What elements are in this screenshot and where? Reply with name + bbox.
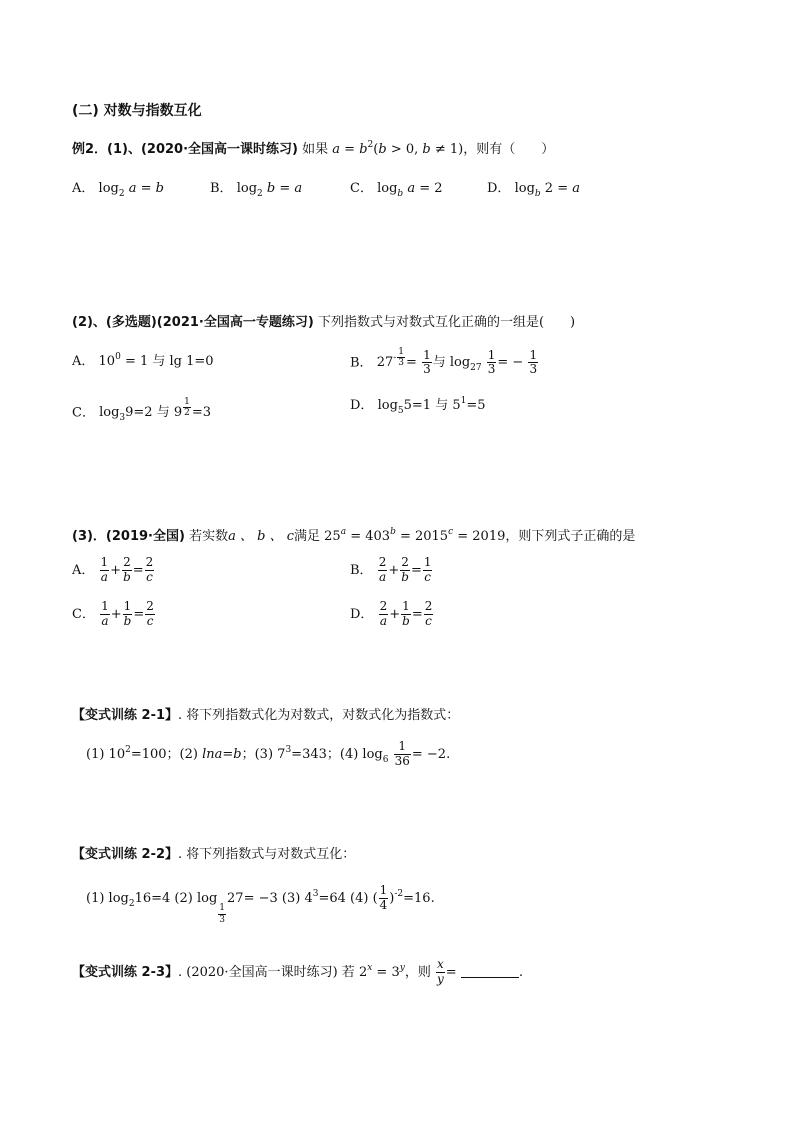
variant1-stem-text: . 将下列指数式化为对数式，对数式化为指数式：	[178, 708, 460, 723]
example2-q3-stem-mid: 满足	[294, 529, 321, 544]
example2-q2-option-a[interactable]	[72, 353, 214, 368]
variant2-label: 【变式训练 2-2】	[72, 847, 179, 862]
example2-q2-stem-text: 下列指数式与对数式互化正确的一组是( )	[317, 315, 576, 330]
option-math: $\log_b a = 2$	[377, 181, 443, 199]
answer-blank[interactable]	[461, 977, 519, 978]
option-letter: B．	[350, 355, 373, 371]
example2-q1-condition: $a = b^2(b > 0$, b ≠ 1)	[332, 140, 464, 157]
option-letter: A．	[72, 562, 95, 578]
option-math: $\frac{2}{a}$ + $\frac{2}{b}$ = $\frac{1}{c}$	[378, 555, 432, 584]
example2-q1-option-a[interactable]	[72, 182, 164, 199]
option-letter: C．	[72, 405, 95, 421]
option-letter: D．	[487, 181, 511, 196]
option-letter: D．	[350, 398, 374, 413]
variant3-condition: $2^x = 3^y$	[358, 962, 405, 980]
option-letter: A．	[72, 181, 95, 196]
variant2-content: (1) $\log_216=4$ (2) log $\frac{1}{3}$ 27= −3 (3) $4^3=64$ (4) ( $\frac{1}{4}$ )$^{-2}$=16.	[86, 883, 435, 925]
example2-q3-option-c[interactable]	[72, 600, 156, 629]
example2-q1-option-b[interactable]	[210, 182, 302, 199]
example2-q1-label: 例2．(1)、(2020·全国高一课时练习)	[72, 142, 298, 157]
option-math: $\frac{1}{a}$ + $\frac{1}{b}$ = $\frac{2}{c}$	[101, 599, 154, 628]
variant3-stem-mid: ，则	[404, 964, 431, 980]
example2-q2-stem	[72, 316, 575, 329]
option-math: $\log_39=2$ 与 9 $^{\frac{1}{2}}$ =3	[99, 397, 212, 424]
example2-q1-stem	[72, 141, 554, 156]
variant1-content: (1) $10^2=100$；(2) lna=b；(3) $7^3=343$；(4) $\log_6$ $\frac{1}{36}$ = −2.	[86, 739, 451, 768]
example2-q2-label: (2)、(多选题)(2021·全国高一专题练习)	[72, 315, 314, 330]
example2-q3-stem	[72, 528, 635, 543]
option-math: $\frac{1}{a}$ + $\frac{2}{b}$ = $\frac{2}{c}$	[100, 555, 154, 584]
option-math: $\log_2 b = a$	[236, 181, 303, 199]
variant3-stem-pre: 若	[341, 964, 355, 980]
variant1-stem	[72, 709, 459, 722]
example2-q3-vars: a 、 b 、 c	[228, 529, 294, 544]
example2-q1-option-c[interactable]	[350, 182, 443, 199]
option-letter: B．	[350, 562, 373, 578]
variant1-label: 【变式训练 2-1】	[72, 708, 179, 723]
example2-q3-option-b[interactable]	[350, 556, 433, 585]
example2-q3-option-a[interactable]	[72, 556, 155, 585]
option-math: $\frac{2}{a}$ + $\frac{1}{b}$ = $\frac{2}{c}$	[379, 599, 433, 628]
variant3-stem: 【变式训练 2-3】. (2020·全国高一课时练习) 若 $2^x = 3^y$，则 $\frac{x}{y}$ = .	[72, 957, 523, 986]
option-math: $\log_2 a = b$	[98, 181, 164, 199]
example2-q3-stem-post: ，则下列式子正确的是	[505, 529, 636, 544]
example2-q1-stem-pre: 如果	[302, 142, 329, 157]
variant3-stem-post: =	[445, 964, 457, 980]
example2-q1-option-d[interactable]	[487, 182, 580, 199]
variant2-stem-text: . 将下列指数式与对数式互化：	[178, 847, 356, 862]
option-math: $10^0 = 1$ 与 lg 1=0	[98, 352, 214, 369]
variant3-label: 【变式训练 2-3】	[72, 964, 179, 980]
option-math: $\log_55=1$ 与 $5^1=5$	[377, 396, 486, 416]
option-math: $\log_b 2 = a$	[514, 181, 580, 199]
example2-q2-option-d[interactable]	[350, 397, 486, 416]
variant3-source: . (2020·全国高一课时练习)	[178, 964, 338, 980]
example2-q3-option-d[interactable]	[350, 600, 434, 629]
variant2-stem	[72, 848, 355, 861]
example2-q2-option-c[interactable]	[72, 397, 211, 423]
option-letter: B．	[210, 181, 233, 196]
option-letter: A．	[72, 354, 95, 369]
example2-q3-stem-pre: 若实数	[189, 529, 229, 544]
variant3-fraction: $\frac{x}{y}$	[436, 957, 444, 986]
option-letter: D．	[350, 606, 374, 622]
example2-q3-label: (3)．(2019·全国)	[72, 529, 185, 544]
option-math: $27^{- \frac{1}{3}}$ = $\frac{1}{3}$ 与 $\log_{27}$ $\frac{1}{3}$ = − $\frac{1}{3}$	[376, 347, 538, 377]
section-title: (二) 对数与指数互化	[72, 103, 202, 119]
example2-q2-option-b[interactable]	[350, 347, 539, 377]
option-letter: C．	[350, 181, 373, 196]
option-letter: C．	[72, 606, 95, 622]
example2-q3-condition: $25^a = 403^b = 2015^c = 2019$	[324, 527, 506, 544]
example2-q1-stem-post: ，则有（ ）	[463, 142, 555, 157]
